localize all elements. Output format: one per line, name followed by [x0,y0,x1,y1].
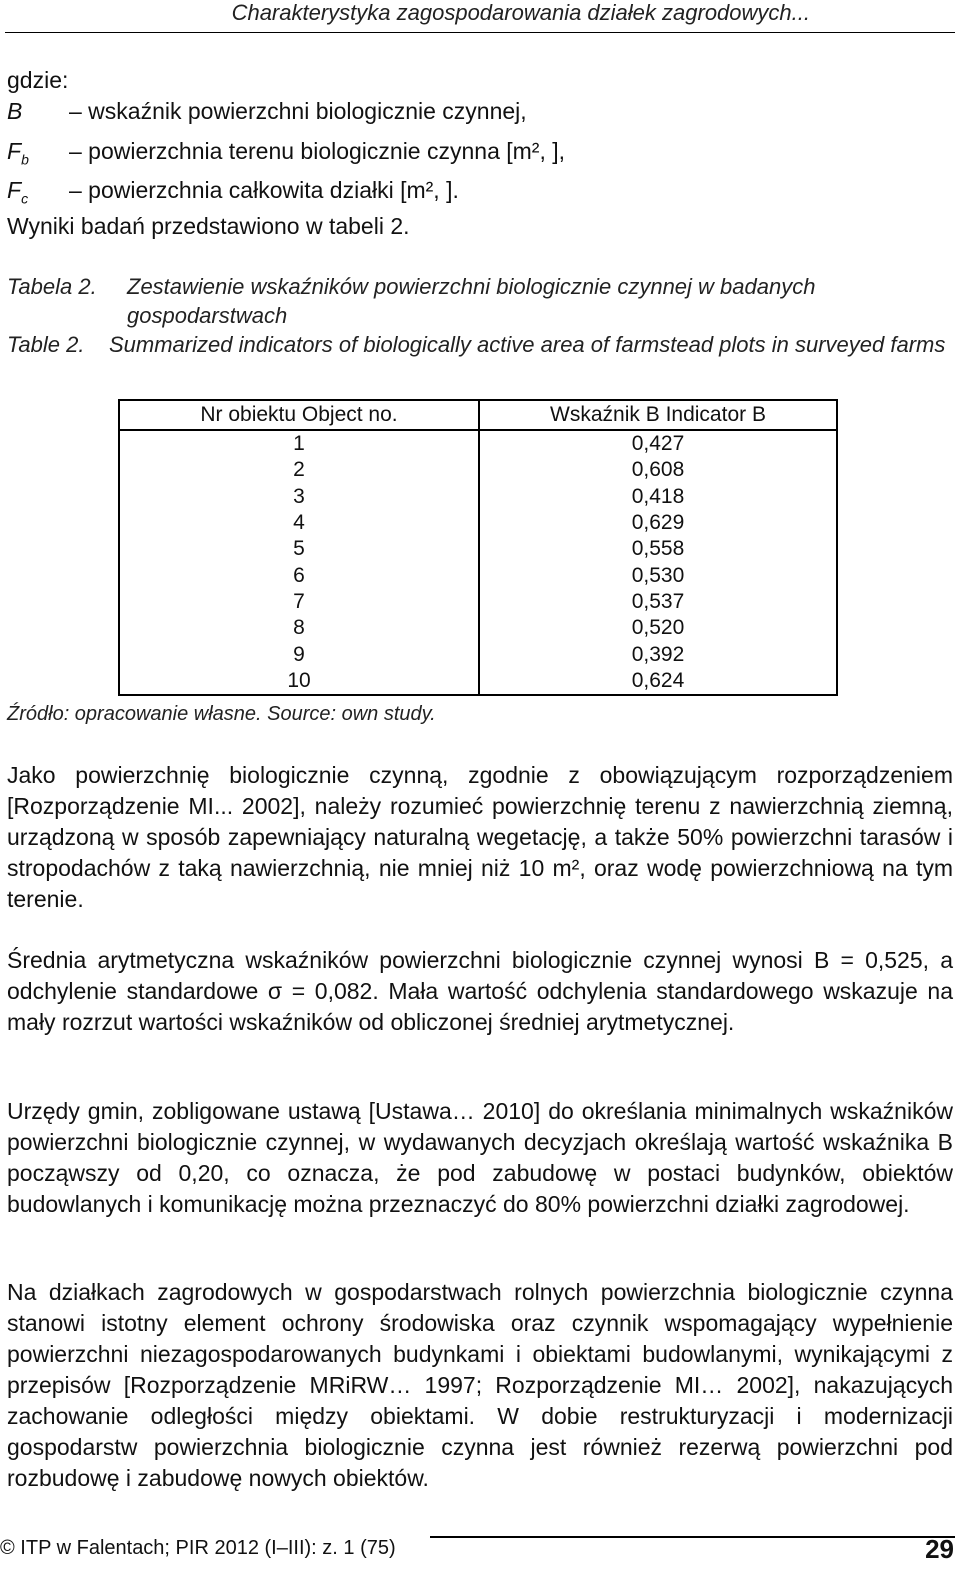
definitions-intro: gdzie: [7,67,69,93]
indicator-value-cell: 0,418 [479,484,837,510]
object-number-cell: 6 [119,562,479,588]
table-row [119,668,837,695]
table-source: Źródło: opracowanie własne. Source: own study. [7,703,436,725]
object-number-cell: 2 [119,457,479,483]
caption-en-label: Table 2. [7,332,85,357]
indicator-value-cell: 0,629 [479,510,837,536]
indicator-value-cell: 0,537 [479,589,837,615]
definition-item [7,175,565,215]
page-number: 29 [925,1534,954,1564]
table-row [119,536,837,562]
table-header-indicator: Wskaźnik B Indicator B [479,400,837,430]
running-header: Charakterystyka zagospodarowania działek zagrodowych... [231,0,810,25]
caption-pl-text: Zestawienie wskaźników powierzchni biologicznie czynnej w badanych gospodarstwach [127,274,816,328]
table-row [119,641,837,667]
caption-pl [7,272,953,330]
indicator-table [118,399,838,696]
paragraph-2: Średnia arytmetyczna wskaźników powierzchni biologicznie czynnej wynosi B = 0,525, a odchylenie standardowe σ = 0,082. Mała wartość odchylenia standardowego wskazuje na mały rozrzut wartości wskaźników od obliczonej średniej arytmetycznej. [7,947,953,1035]
table-row [119,457,837,483]
indicator-value-cell: 0,427 [479,430,837,457]
table-caption [7,272,953,359]
definition-text: – powierzchnia całkowita działki [m², ]. [69,177,459,204]
object-number-cell: 5 [119,536,479,562]
indicator-value-cell: 0,392 [479,641,837,667]
table-row [119,615,837,641]
results-intro: Wyniki badań przedstawiono w tabeli 2. [7,213,410,239]
definitions-block [7,65,565,215]
indicator-value-cell: 0,520 [479,615,837,641]
indicator-value-cell: 0,530 [479,562,837,588]
paragraph-4: Na działkach zagrodowych w gospodarstwach rolnych powierzchnia biologicznie czynna stanowi istotny element ochrony środowiska oraz czynnik wspomagający wypełnienie powierzchni niezagospodarowanych budynkami i obiektami budowlanymi, wynikającymi z przepisów [Rozporządzenie MRiRW… 1997; Rozporządzenie MI… 2002], nakazujących zachowanie odległości między obiektami. W dobie restrukturyzacji i modernizacji gospodarstw powierzchnia biologicznie czynna jest również rezerwą powierzchni pod rozbudowę i zabudowę nowych obiektów. [7,1279,953,1491]
object-number-cell: 7 [119,589,479,615]
table-row [119,589,837,615]
table-row [119,484,837,510]
table-row [119,430,837,457]
indicator-value-cell: 0,624 [479,668,837,695]
paragraph-1: Jako powierzchnię biologicznie czynną, zgodnie z obowiązującym rozporządzeniem [Rozporządzenie MI... 2002], należy rozumieć powierzchnię terenu z nawierzchnią ziemną, urządzoną w sposób zapewniający naturalną wegetację, a także 50% powierzchni tarasów i stropodachów z taką nawierzchnią, nie mniej niż 10 m², oraz wodę powierzchniową na tym terenie. [7,762,953,912]
definition-text: – powierzchnia terenu biologicznie czynna [m², ], [69,137,566,164]
definition-item [7,96,565,136]
table-header-object: Nr obiektu Object no. [119,400,479,430]
caption-pl-label: Tabela 2. [7,274,97,299]
definition-symbol: $F_c$ [7,177,29,207]
definition-symbol: $F_b$ [7,137,29,168]
indicator-value-cell: 0,608 [479,457,837,483]
footer-citation: © ITP w Falentach; PIR 2012 (I–III): z. 1 (75) [0,1537,396,1559]
definition-item [7,136,565,176]
caption-en [7,330,953,359]
object-number-cell: 1 [119,430,479,457]
object-number-cell: 4 [119,510,479,536]
paragraph-3: Urzędy gmin, zobligowane ustawą [Ustawa… 2010] do określania minimalnych wskaźników powierzchni biologicznie czynnej, w wydawanych decyzjach określają wartość wskaźnika B począwszy od 0,20, co oznacza, że pod zabudowę w postaci budynków, obiektów budowlanych i komunikację można przeznaczyć do 80% powierzchni działki zagrodowej. [7,1098,953,1217]
definition-symbol: B [7,98,23,124]
table-row [119,510,837,536]
indicator-value-cell: 0,558 [479,536,837,562]
header-rule [5,32,955,33]
object-number-cell: 3 [119,484,479,510]
definition-text: – wskaźnik powierzchni biologicznie czynnej, [69,98,527,124]
table-row [119,562,837,588]
caption-en-text: Summarized indicators of biologically active area of farmstead plots in surveyed farms [109,332,946,357]
footer-rule [430,1536,955,1538]
object-number-cell: 9 [119,641,479,667]
object-number-cell: 8 [119,615,479,641]
object-number-cell: 10 [119,668,479,695]
